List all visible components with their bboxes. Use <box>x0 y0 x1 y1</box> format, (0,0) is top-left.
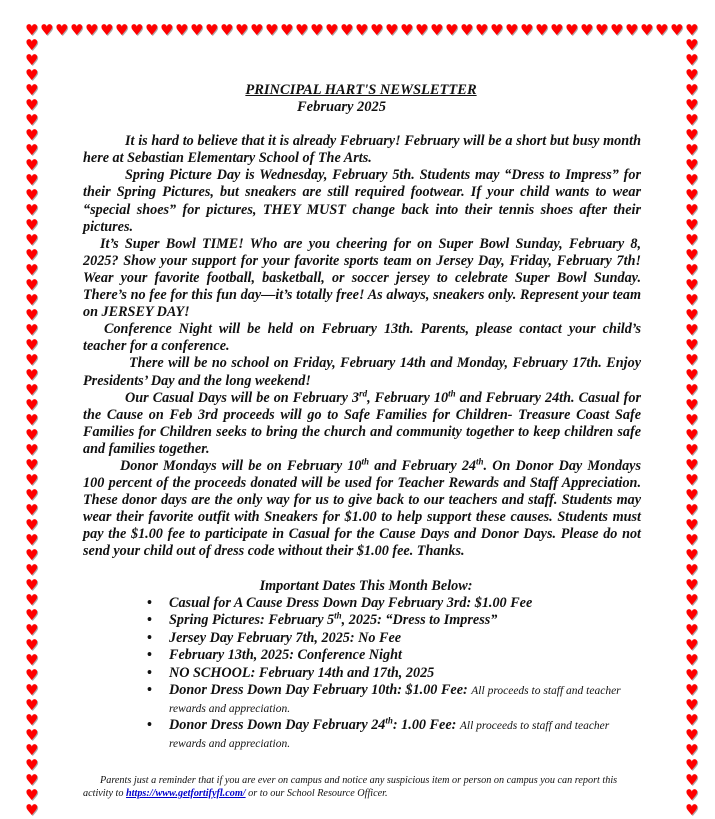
heart-icon: ♥ <box>25 126 39 144</box>
text-segment: All proceeds to staff and teacher rewards and appreciation. <box>169 720 610 750</box>
date-item <box>169 612 641 630</box>
heart-icon: ♥ <box>235 21 249 39</box>
heart-icon: ♥ <box>25 456 39 474</box>
heart-icon: ♥ <box>685 336 699 354</box>
heart-icon: ♥ <box>685 366 699 384</box>
heart-icon: ♥ <box>535 21 549 39</box>
date-item <box>169 647 641 665</box>
heart-icon: ♥ <box>685 156 699 174</box>
text-segment: February 13th, 2025: Conference Night <box>169 647 402 664</box>
superscript: th <box>361 456 370 467</box>
heart-icon: ♥ <box>25 786 39 804</box>
heart-icon: ♥ <box>100 21 114 39</box>
heart-icon: ♥ <box>25 231 39 249</box>
paragraph <box>83 355 641 389</box>
text-segment: Casual for A Cause Dress Down Day February 3rd: $1.00 Fee <box>169 594 533 611</box>
heart-icon: ♥ <box>685 306 699 324</box>
heart-icon: ♥ <box>25 621 39 639</box>
heart-icon: ♥ <box>25 681 39 699</box>
important-dates-heading: Important Dates This Month Below: <box>259 577 473 594</box>
date-item <box>169 630 641 648</box>
heart-icon: ♥ <box>685 771 699 789</box>
heart-icon: ♥ <box>685 246 699 264</box>
heart-icon: ♥ <box>685 501 699 519</box>
heart-icon: ♥ <box>685 561 699 579</box>
heart-icon: ♥ <box>685 606 699 624</box>
newsletter <box>83 82 641 800</box>
heart-icon: ♥ <box>565 21 579 39</box>
heart-icon: ♥ <box>685 591 699 609</box>
text-segment: Jersey Day February 7th, 2025: No Fee <box>169 629 402 646</box>
heart-icon: ♥ <box>25 111 39 129</box>
heart-icon: ♥ <box>25 606 39 624</box>
date-item <box>169 665 641 683</box>
heart-icon: ♥ <box>685 651 699 669</box>
heart-icon: ♥ <box>685 456 699 474</box>
date-item <box>169 595 641 613</box>
heart-icon: ♥ <box>340 21 354 39</box>
heart-icon: ♥ <box>685 276 699 294</box>
heart-icon: ♥ <box>685 231 699 249</box>
heart-icon: ♥ <box>25 246 39 264</box>
heart-icon: ♥ <box>25 501 39 519</box>
heart-icon: ♥ <box>685 621 699 639</box>
heart-icon: ♥ <box>685 516 699 534</box>
heart-icon: ♥ <box>25 756 39 774</box>
text-segment: All proceeds to staff and teacher rewards and appreciation. <box>169 685 621 715</box>
text-segment: There will be no school on Friday, February 14th and Monday, February 17th. Enjoy Presidents’ Day and the long weekend! <box>83 355 641 389</box>
heart-icon: ♥ <box>685 531 699 549</box>
heart-icon: ♥ <box>685 141 699 159</box>
heart-icon: ♥ <box>25 546 39 564</box>
text-segment: and February 24th. Casual for the Cause on Feb 3rd proceeds will go to Safe Families for Children- Treasure Coast Safe Families for Children seeks to bring the church and community together to keep children safe and families together. <box>83 389 641 457</box>
heart-icon: ♥ <box>685 381 699 399</box>
date-item <box>169 717 641 752</box>
heart-icon: ♥ <box>370 21 384 39</box>
footer-note <box>83 774 641 800</box>
heart-icon: ♥ <box>685 396 699 414</box>
text-segment: : 1.00 Fee: <box>392 717 460 734</box>
heart-icon: ♥ <box>25 171 39 189</box>
heart-icon: ♥ <box>25 306 39 324</box>
heart-icon: ♥ <box>475 21 489 39</box>
heart-icon: ♥ <box>25 51 39 69</box>
heart-icon: ♥ <box>25 381 39 399</box>
text-segment: Donor Dress Down Day February 10th: $1.00 Fee: <box>169 682 472 699</box>
heart-icon: ♥ <box>25 576 39 594</box>
heart-icon: ♥ <box>25 426 39 444</box>
text-segment: Conference Night will be held on February 13th. Parents, please contact your child’s teacher for a conference. <box>83 321 641 355</box>
heart-icon: ♥ <box>685 21 699 39</box>
heart-icon: ♥ <box>25 651 39 669</box>
heart-icon: ♥ <box>25 96 39 114</box>
heart-icon: ♥ <box>265 21 279 39</box>
heart-icon: ♥ <box>685 201 699 219</box>
heart-icon: ♥ <box>385 21 399 39</box>
heart-icon: ♥ <box>685 291 699 309</box>
fortify-link[interactable]: https://www.getfortifyfl.com/ <box>126 788 246 800</box>
heart-icon: ♥ <box>685 711 699 729</box>
heart-icon: ♥ <box>685 546 699 564</box>
text-segment: and February 24 <box>369 457 477 474</box>
heart-icon: ♥ <box>685 66 699 84</box>
heart-icon: ♥ <box>85 21 99 39</box>
newsletter-body <box>83 133 641 560</box>
heart-icon: ♥ <box>595 21 609 39</box>
heart-icon: ♥ <box>625 21 639 39</box>
heart-icon: ♥ <box>310 21 324 39</box>
heart-icon: ♥ <box>190 21 204 39</box>
heart-icon: ♥ <box>25 636 39 654</box>
heart-icon: ♥ <box>25 36 39 54</box>
superscript: th <box>448 387 456 398</box>
heart-icon: ♥ <box>25 276 39 294</box>
heart-icon: ♥ <box>25 216 39 234</box>
heart-icon: ♥ <box>655 21 669 39</box>
heart-icon: ♥ <box>25 291 39 309</box>
heart-icon: ♥ <box>580 21 594 39</box>
heart-icon: ♥ <box>505 21 519 39</box>
heart-icon: ♥ <box>250 21 264 39</box>
superscript: rd <box>359 387 368 398</box>
heart-icon: ♥ <box>55 21 69 39</box>
heart-icon: ♥ <box>610 21 624 39</box>
heart-icon: ♥ <box>25 441 39 459</box>
paragraph <box>83 458 641 561</box>
heart-icon: ♥ <box>25 726 39 744</box>
heart-icon: ♥ <box>550 21 564 39</box>
heart-icon: ♥ <box>520 21 534 39</box>
heart-icon: ♥ <box>145 21 159 39</box>
heart-icon: ♥ <box>25 366 39 384</box>
heart-icon: ♥ <box>685 96 699 114</box>
heart-icon: ♥ <box>685 186 699 204</box>
heart-icon: ♥ <box>430 21 444 39</box>
heart-icon: ♥ <box>685 666 699 684</box>
heart-icon: ♥ <box>400 21 414 39</box>
superscript: th <box>334 610 342 621</box>
heart-icon: ♥ <box>25 336 39 354</box>
heart-icon: ♥ <box>685 681 699 699</box>
heart-icon: ♥ <box>25 261 39 279</box>
heart-icon: ♥ <box>685 51 699 69</box>
heart-icon: ♥ <box>685 171 699 189</box>
heart-icon: ♥ <box>70 21 84 39</box>
heart-icon: ♥ <box>415 21 429 39</box>
heart-icon: ♥ <box>685 726 699 744</box>
heart-icon: ♥ <box>25 186 39 204</box>
heart-icon: ♥ <box>25 711 39 729</box>
text-segment: . On Donor Day Mondays 100 percent of the proceeds donated will be used for Teacher Rewards and Staff Appreciation. These donor days are the only way for us to give back to our teachers and staff. Students may wear their favorite outfit with Sneakers for $1.00 to help support these causes. Students must pay the $1.00 fee to participate in Casual for the Cause Days and Donor Days. Please do not send your child out of dress code without their $1.00 fee. Thanks. <box>83 457 641 560</box>
heart-icon: ♥ <box>685 351 699 369</box>
paragraph <box>83 387 641 458</box>
heart-icon: ♥ <box>220 21 234 39</box>
heart-icon: ♥ <box>25 696 39 714</box>
heart-icon: ♥ <box>685 741 699 759</box>
heart-icon: ♥ <box>25 471 39 489</box>
date-item <box>169 682 641 717</box>
text-segment: , February 10 <box>367 389 449 406</box>
heart-icon: ♥ <box>25 396 39 414</box>
heart-icon: ♥ <box>460 21 474 39</box>
heart-icon: ♥ <box>25 66 39 84</box>
text-segment: It is hard to believe that it is already February! February will be a short but busy month here at Sebastian Elementary School of The Arts. <box>83 133 641 167</box>
heart-icon: ♥ <box>40 21 54 39</box>
text-segment: Spring Pictures: February 5 <box>169 612 335 629</box>
heart-icon: ♥ <box>115 21 129 39</box>
text-segment: Our Casual Days will be on February 3 <box>125 389 360 406</box>
heart-icon: ♥ <box>25 666 39 684</box>
text-segment: Donor Dress Down Day February 24 <box>169 717 386 734</box>
heart-icon: ♥ <box>25 741 39 759</box>
heart-icon: ♥ <box>685 441 699 459</box>
heart-icon: ♥ <box>685 801 699 819</box>
heart-icon: ♥ <box>685 426 699 444</box>
heart-icon: ♥ <box>25 201 39 219</box>
paragraph <box>83 236 641 321</box>
heart-icon: ♥ <box>25 411 39 429</box>
paragraph <box>83 133 641 167</box>
text-segment: It’s Super Bowl TIME! Who are you cheering for on Super Bowl Sunday, February 8, 2025? Show your support for your favorite sports team on Jersey Day, Friday, February 7th! Wear your favorite football, basketball, or soccer jersey to celebrate Super Bowl Sunday. There’s no fee for this fun day—it’s totally free! As always, sneakers only. Represent your team on JERSEY DAY! <box>83 235 641 321</box>
heart-icon: ♥ <box>685 756 699 774</box>
heart-icon: ♥ <box>685 126 699 144</box>
heart-icon: ♥ <box>25 141 39 159</box>
superscript: th <box>476 456 484 467</box>
heart-icon: ♥ <box>280 21 294 39</box>
heart-icon: ♥ <box>685 111 699 129</box>
heart-icon: ♥ <box>685 786 699 804</box>
heart-icon: ♥ <box>685 411 699 429</box>
heart-icon: ♥ <box>25 516 39 534</box>
heart-icon: ♥ <box>445 21 459 39</box>
heart-icon: ♥ <box>25 771 39 789</box>
heart-icon: ♥ <box>355 21 369 39</box>
footer-text: Parents just a reminder that if you are ever on campus and notice any suspicious item or person on campus you can report this activity to <box>83 775 618 800</box>
footer-text-end: or to our School Resource Officer. <box>245 788 388 800</box>
heart-icon: ♥ <box>685 321 699 339</box>
newsletter-date: February 2025 <box>297 99 387 116</box>
heart-icon: ♥ <box>25 531 39 549</box>
text-segment: Donor Mondays will be on February 10 <box>120 457 362 474</box>
superscript: th <box>385 715 393 726</box>
heart-icon: ♥ <box>670 21 684 39</box>
heart-icon: ♥ <box>685 216 699 234</box>
heart-icon: ♥ <box>685 471 699 489</box>
text-segment: Spring Picture Day is Wednesday, February 5th. Students may “Dress to Impress” for their Spring Pictures, but sneakers are still required footwear. If your child wants to wear “special shoes” for pictures, THEY MUST change back into their tennis shoes after their pictures. <box>83 167 641 235</box>
heart-icon: ♥ <box>25 81 39 99</box>
heart-icon: ♥ <box>685 36 699 54</box>
newsletter-title: PRINCIPAL HART'S NEWSLETTER <box>245 82 477 98</box>
heart-icon: ♥ <box>325 21 339 39</box>
heart-icon: ♥ <box>25 21 39 39</box>
heart-icon: ♥ <box>25 591 39 609</box>
heart-icon: ♥ <box>130 21 144 39</box>
text-segment: , 2025: “Dress to Impress” <box>341 612 498 629</box>
heart-icon: ♥ <box>25 156 39 174</box>
heart-icon: ♥ <box>160 21 174 39</box>
heart-icon: ♥ <box>175 21 189 39</box>
heart-icon: ♥ <box>685 486 699 504</box>
heart-icon: ♥ <box>685 261 699 279</box>
paragraph <box>83 321 641 355</box>
text-segment: NO SCHOOL: February 14th and 17th, 2025 <box>169 664 435 681</box>
important-dates-list <box>83 595 641 753</box>
heart-icon: ♥ <box>640 21 654 39</box>
heart-icon: ♥ <box>685 81 699 99</box>
heart-icon: ♥ <box>490 21 504 39</box>
heart-icon: ♥ <box>25 801 39 819</box>
heart-icon: ♥ <box>295 21 309 39</box>
heart-icon: ♥ <box>685 696 699 714</box>
heart-icon: ♥ <box>25 561 39 579</box>
heart-icon: ♥ <box>25 351 39 369</box>
heart-icon: ♥ <box>205 21 219 39</box>
heart-icon: ♥ <box>25 321 39 339</box>
heart-icon: ♥ <box>685 576 699 594</box>
heart-icon: ♥ <box>25 486 39 504</box>
paragraph <box>83 167 641 235</box>
heart-icon: ♥ <box>685 636 699 654</box>
